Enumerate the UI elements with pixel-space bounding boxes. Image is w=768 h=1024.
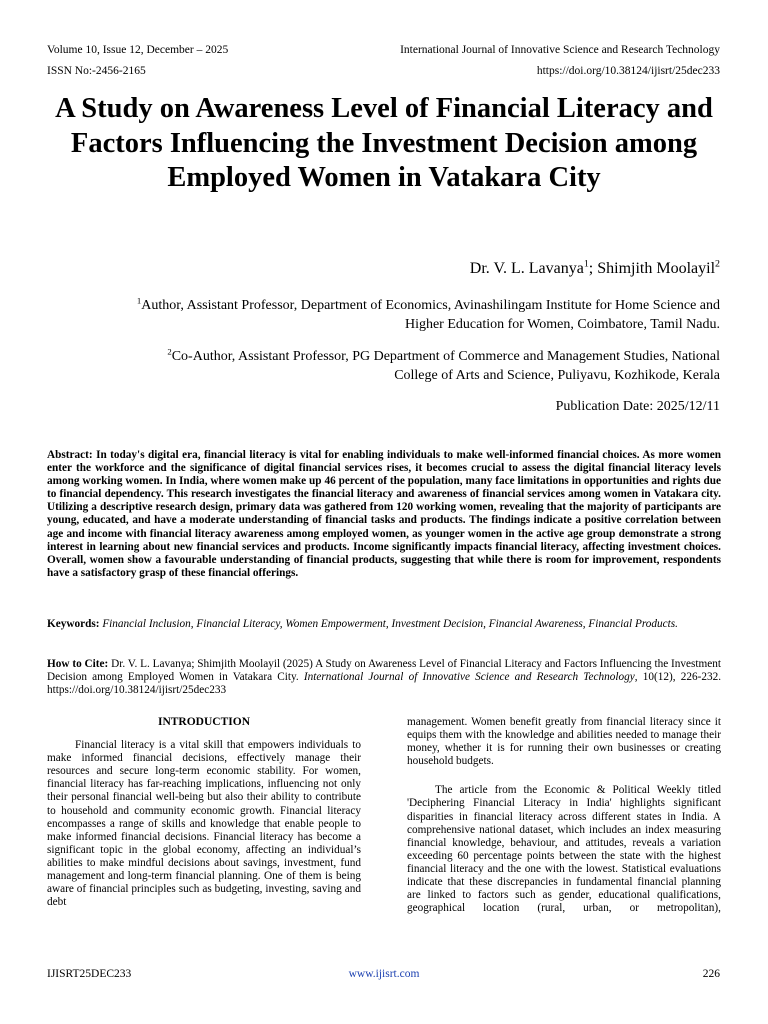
footer-paper-id: IJISRT25DEC233	[47, 968, 132, 980]
affiliation-1-sup: 1	[136, 295, 142, 306]
author-1: Dr. V. L. Lavanya	[469, 260, 584, 277]
author-separator: ;	[588, 260, 598, 277]
abstract-label: Abstract:	[47, 449, 93, 461]
affiliation-1	[137, 297, 720, 334]
author-1-sup: 1	[583, 258, 589, 270]
section-heading-introduction: INTRODUCTION	[157, 716, 250, 728]
affiliation-1-line1: Author, Assistant Professor, Department of Economics, Avinashilingam Institute for Home Science and	[141, 298, 720, 313]
abstract-text: In today's digital era, financial literacy is vital for enabling individuals to make well-informed financial choices. As more women enter the workforce and the significance of digital financial services rises, it becomes crucial to assess the digital financial literacy levels among working women. In India, where women make up 46 percent of the population, many face limitations in opportunities and rights due to financial dependency. This research investigates the financial literacy and awareness of financial services among women in Vatakara city. Utilizing a descriptive research design, primary data was gathered from 120 working women, revealing that the majority of participants are young, educated, and have a moderate understanding of financial tasks and products. The findings indicate a positive correlation between age and income with financial literacy awareness among employed women, as younger women in the active age group demonstrate a strong interest in learning about new financial services and products. Income significantly impacts financial literacy, affecting investment choices. Overall, women show a favourable understanding of financial products, suggesting that while there is room for improvement, respondents have a satisfactory grasp of these financial offerings.	[47, 449, 721, 579]
how-to-cite	[47, 658, 721, 697]
intro-paragraph-1-continued: management. Women benefit greatly from financial literacy since it equips them with the knowledge and abilities needed to manage their money, whether it is for running their own businesses or creating household budgets.	[407, 716, 721, 768]
cite-journal: International Journal of Innovative Science and Research Technology	[303, 671, 635, 684]
affiliation-2	[167, 348, 720, 385]
header-journal: International Journal of Innovative Science and Research Technology	[400, 44, 720, 56]
intro-paragraph-1: Financial literacy is a vital skill that empowers individuals to make informed financial decisions, effectively manage their resources and secure long-term economic stability. For women, financial literacy has far-reaching implications, influencing not only their personal financial well-being but also their ability to contribute to household and community economic growth. Financial literacy encompasses a range of skills and knowledge that enable people to make informed financial decisions. Financial literacy has become a significant topic in the global economy, affecting an individual’s abilities to make mindful decisions about savings, investment, fund management and long-term financial planning. One of them is being aware of financial principles such as budgeting, investing, saving and debt	[47, 739, 361, 909]
author-2: Shimjith Moolayil	[597, 260, 716, 277]
header-volume: Volume 10, Issue 12, December – 2025	[47, 44, 229, 56]
keywords-text: Financial Inclusion, Financial Literacy, Women Empowerment, Investment Decision, Financial Awareness, Financial Products.	[102, 618, 678, 630]
header-issn: ISSN No:-2456-2165	[47, 65, 146, 77]
affiliation-2-line2: College of Arts and Science, Puliyavu, Kozhikode, Kerala	[394, 367, 720, 383]
affiliation-1-line2: Higher Education for Women, Coimbatore, Tamil Nadu.	[404, 316, 720, 332]
intro-paragraph-2: The article from the Economic & Political Weekly titled 'Deciphering Financial Literacy in India' highlights significant disparities in financial literacy across different states in India. A comprehensive national dataset, which includes an index measuring financial knowledge, behaviour, and attitudes, reveals a variation exceeding 60 percentage points between the state with the highest financial literacy and the one with the lowest. Statistical evaluations indicate that these discrepancies in fundamental financial planning are linked to factors such as gender, educational qualifications, geographical location (rural, urban, or metropolitan),	[407, 784, 721, 915]
author-2-sup: 2	[715, 258, 720, 270]
cite-text: Dr. V. L. Lavanya; Shimjith Moolayil (2025) A Study on Awareness Level of Financial Literacy and Factors Influencing the Investment Decision among Employed Women in Vatakara City.	[47, 658, 722, 684]
publication-date: Publication Date: 2025/12/11	[555, 399, 720, 414]
keywords	[47, 618, 721, 631]
cite-label: How to Cite:	[47, 658, 109, 670]
footer-website-link[interactable]: www.ijisrt.com	[348, 968, 420, 980]
keywords-label: Keywords:	[47, 618, 100, 630]
paper-title: A Study on Awareness Level of Financial Literacy and Factors Influencing the Investment Decision among Employed Women in Vatakara City	[55, 93, 713, 193]
author-line	[470, 259, 720, 279]
cite-tail: , 10(12), 226-232. https://doi.org/10.38124/ijisrt/25dec233	[47, 671, 722, 697]
right-column	[407, 716, 721, 915]
footer-page-number: 226	[702, 968, 720, 980]
affiliation-2-sup: 2	[167, 346, 172, 357]
header-doi[interactable]: https://doi.org/10.38124/ijisrt/25dec233	[536, 65, 720, 77]
left-column	[47, 716, 361, 909]
abstract	[47, 449, 721, 580]
affiliation-2-line1: Co-Author, Assistant Professor, PG Department of Commerce and Management Studies, National	[171, 349, 720, 364]
